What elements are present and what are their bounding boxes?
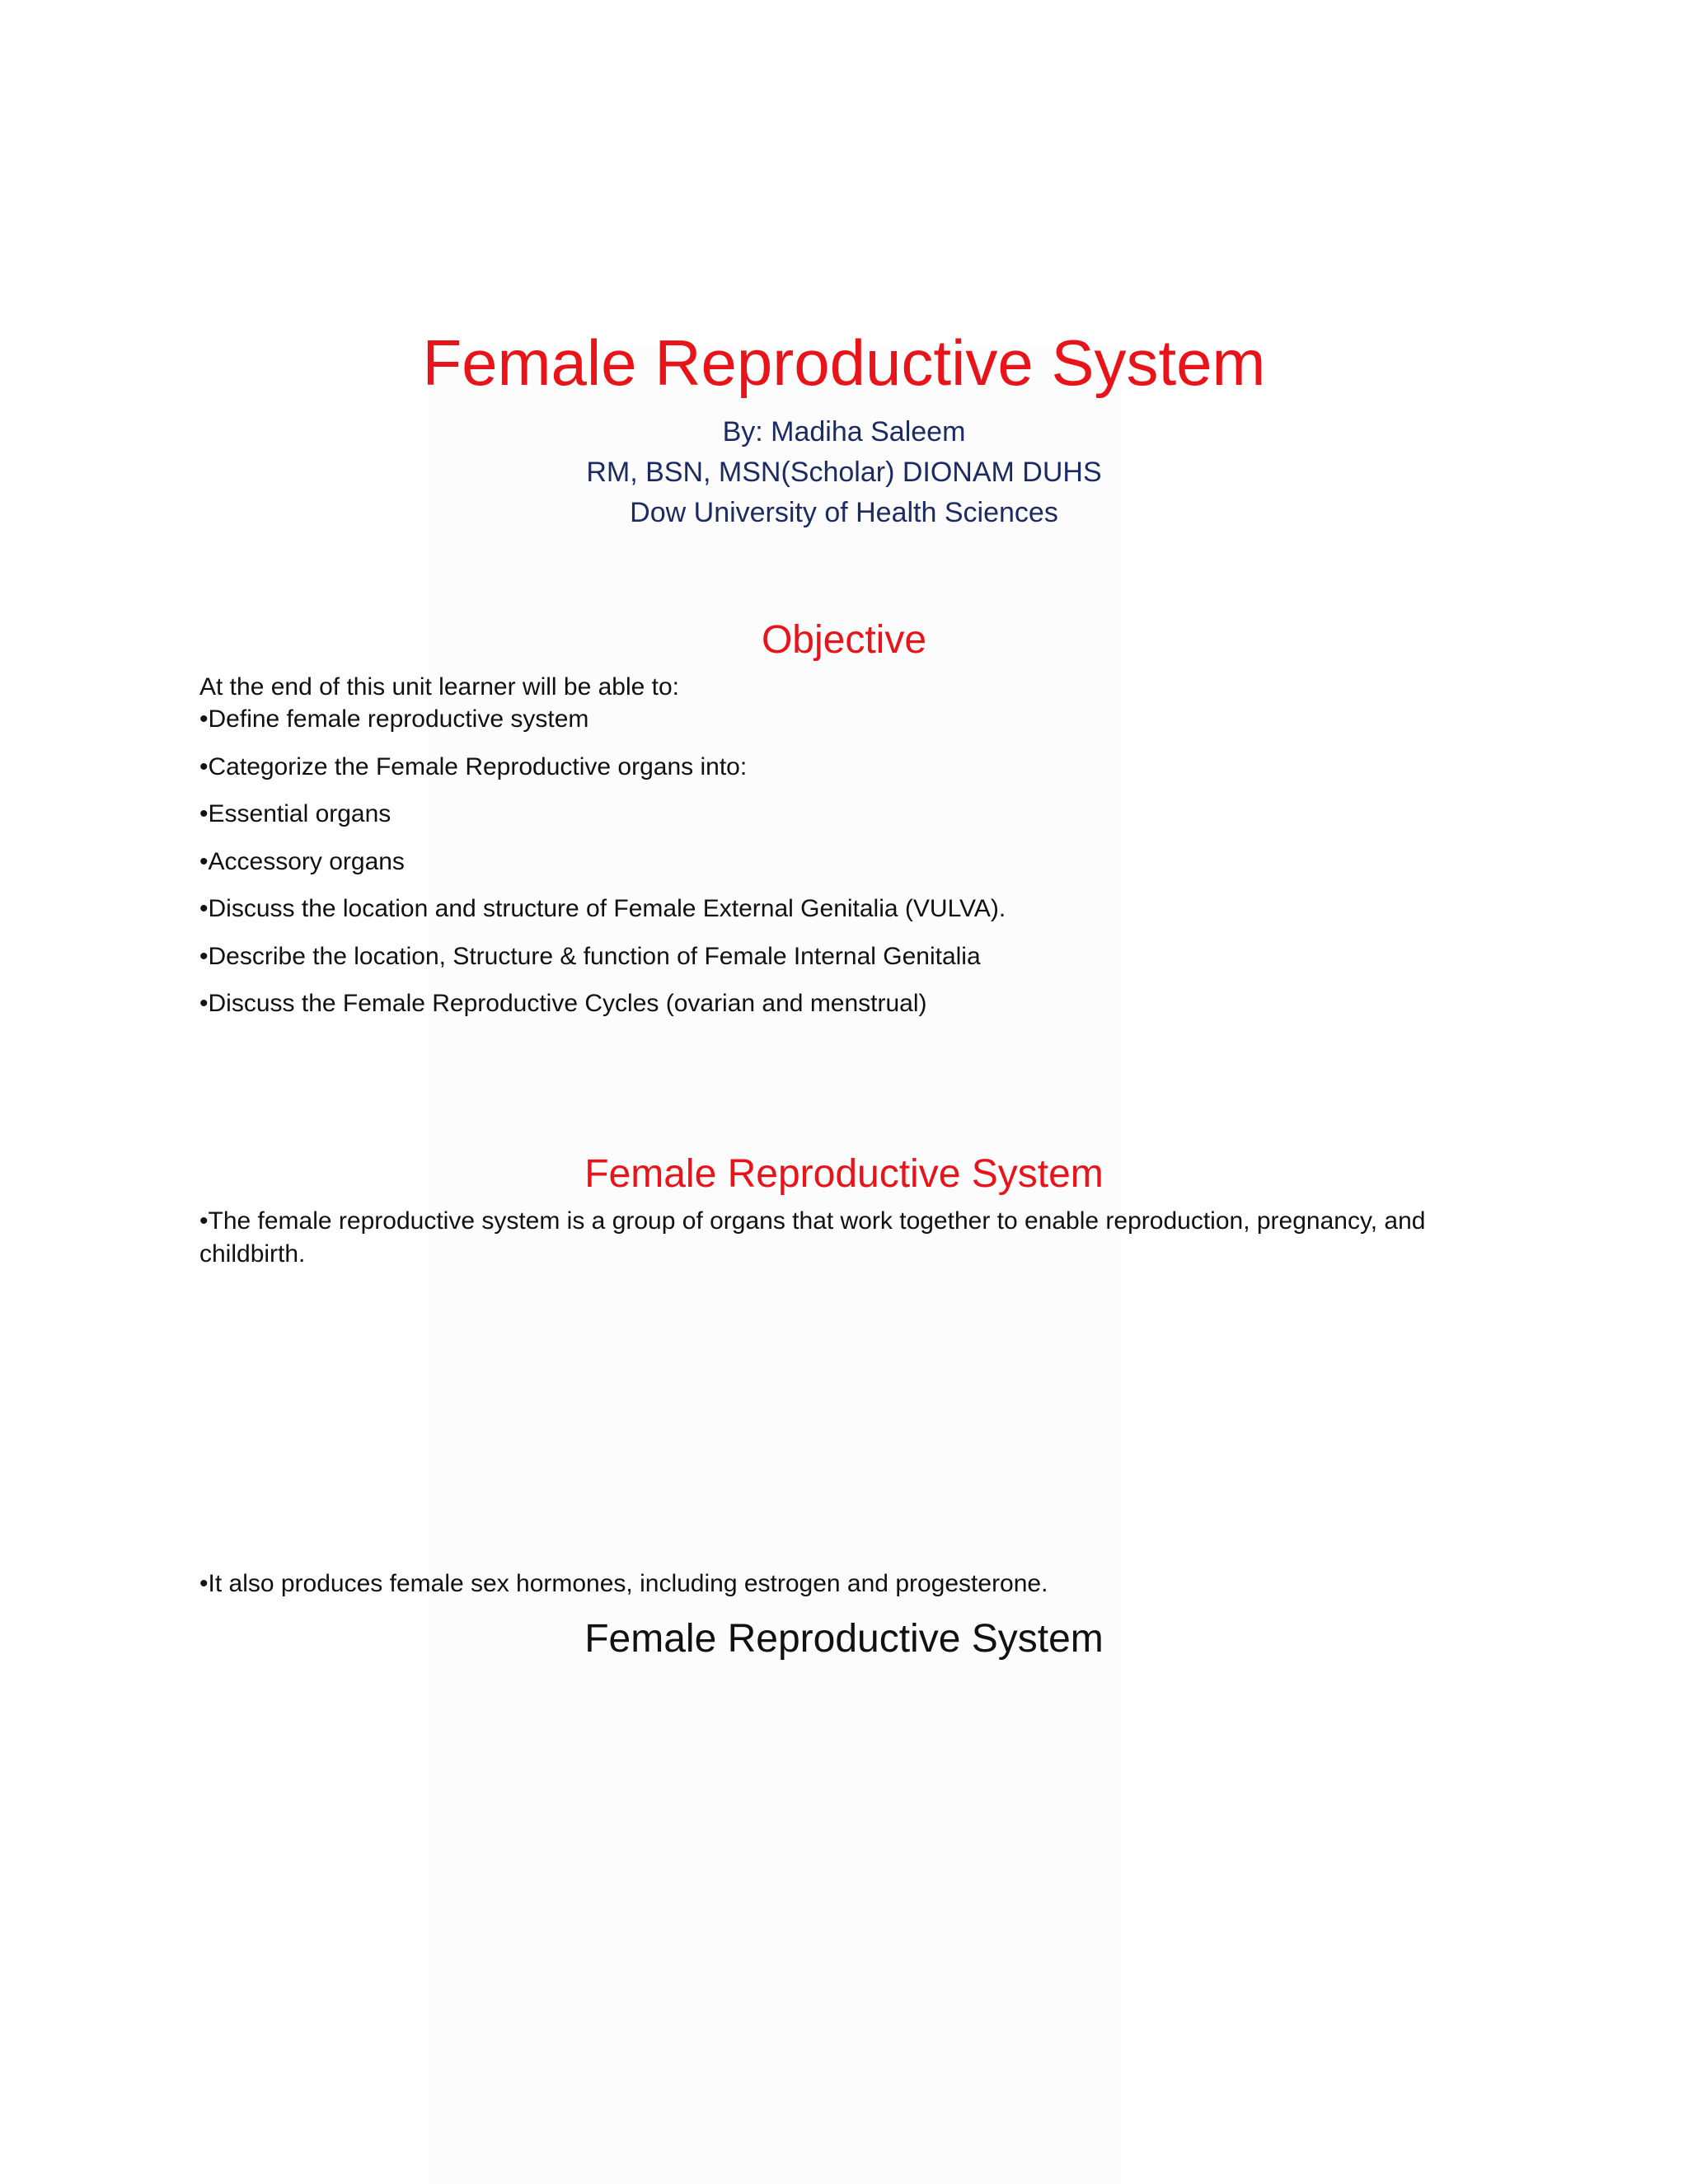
page-title: Female Reproductive System [422,326,1266,399]
objective-heading: Objective [761,618,927,662]
institution-name: Dow University of Health Sciences [630,497,1058,528]
objective-item: •Categorize the Female Reproductive organs into: [199,752,748,780]
objective-item: •Define female reproductive system [199,705,589,733]
objective-list [199,703,1006,1035]
objective-item: •Essential organs [199,800,392,827]
section-paragraph: •The female reproductive system is a group of organs that work together to enable reproduction, pregnancy, and childbirth. [199,1207,1426,1268]
author-credentials: RM, BSN, MSN(Scholar) DIONAM DUHS [586,457,1102,488]
objective-item: •Discuss the location and structure of Female External Genitalia (VULVA). [199,895,1006,922]
section-paragraph: •It also produces female sex hormones, including estrogen and progesterone. [199,1570,1048,1597]
author-byline: By: Madiha Saleem [722,416,966,448]
objective-item: •Describe the location, Structure & function of Female Internal Genitalia [199,942,981,970]
objective-intro: At the end of this unit learner will be able to: [199,673,680,701]
objective-item: •Discuss the Female Reproductive Cycles (ovarian and menstrual) [199,990,927,1017]
section-heading: Female Reproductive System [584,1617,1104,1661]
objective-item: •Accessory organs [199,847,405,875]
section-heading: Female Reproductive System [584,1152,1104,1196]
